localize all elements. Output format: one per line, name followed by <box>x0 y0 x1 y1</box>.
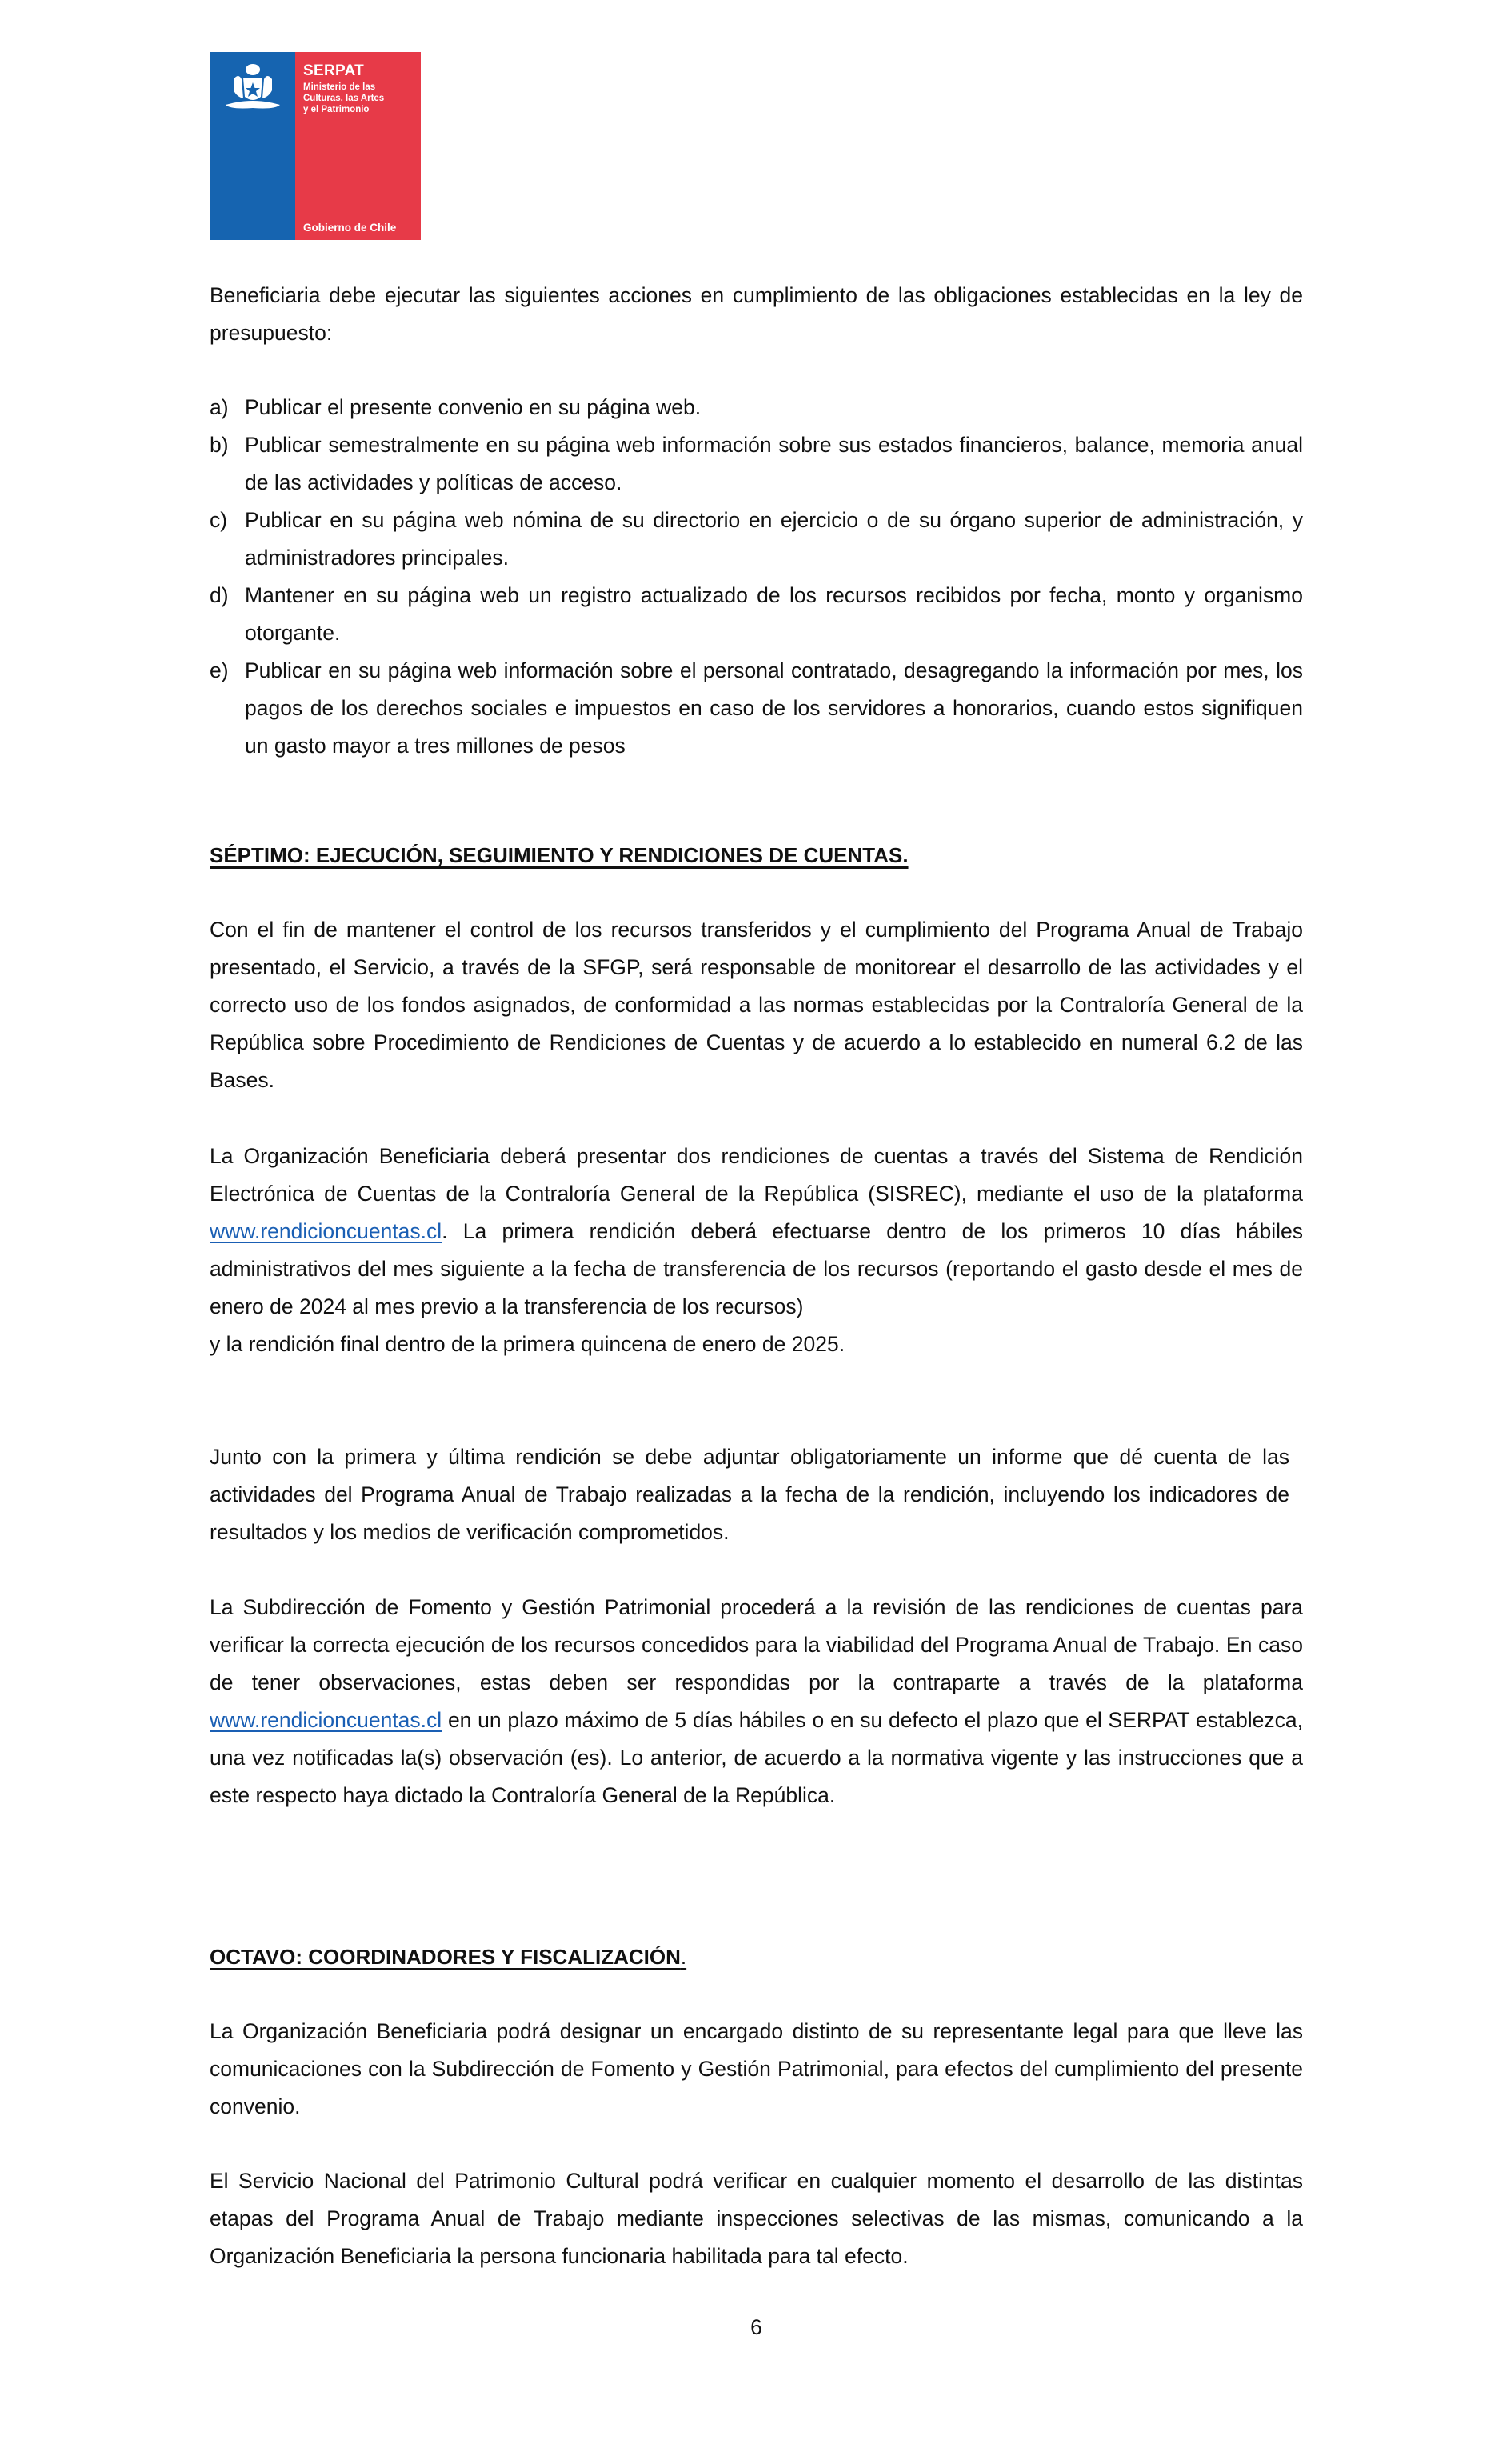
paragraph-text-part: . La primera rendición deberá efectuarse dentro de los primeros 10 días hábiles administrativos del mes siguiente a la fecha de transferencia de los recursos (reportando el gasto desde el mes de enero de 2024 al mes previo a la transferencia de los recursos) <box>210 1219 1303 1318</box>
chile-coat-of-arms-icon <box>219 62 286 118</box>
list-item <box>210 389 1303 426</box>
list-item-text: Publicar el presente convenio en su página web. <box>245 395 702 419</box>
paragraph-text-part: La Subdirección de Fomento y Gestión Patrimonial procederá a la revisión de las rendiciones de cuentas para verificar la correcta ejecución de los recursos concedidos para la viabilidad del Programa Anual de Trabajo. En caso de tener observaciones, estas deben ser respondidas por la contraparte a través de la plataforma <box>210 1595 1303 1694</box>
paragraph-text: La Organización Beneficiaria podrá designar un encargado distinto de su representante legal para que lleve las comunicaciones con la Subdirección de Fomento y Gestión Patrimonial, para efectos del cumplimiento del presente convenio. <box>210 2019 1303 2118</box>
logo-ministry-line: Culturas, las Artes <box>303 94 385 103</box>
septimo-paragraph-1 <box>210 911 1303 1099</box>
intro-paragraph <box>210 277 1303 352</box>
paragraph-text-part: La Organización Beneficiaria deberá presentar dos rendiciones de cuentas a través del Sistema de Rendición Electrónica de Cuentas de la Contraloría General de la República (SISREC), mediante el uso de la plataforma <box>210 1144 1303 1206</box>
logo-blue-panel <box>210 52 295 240</box>
paragraph-text <box>210 1589 1303 1814</box>
paragraph-last-line: y la rendición final dentro de la primera quincena de enero de 2025. <box>210 1332 845 1356</box>
logo-government: Gobierno de Chile <box>303 222 397 234</box>
list-item-text: Publicar en su página web nómina de su directorio en ejercicio o de su órgano superior de administración, y administradores principales. <box>245 508 1303 570</box>
list-item-text: Publicar en su página web información sobre el personal contratado, desagregando la información por mes, los pagos de los derechos sociales e impuestos en caso de los servidores a honorarios, cuando estos signifiquen un gasto mayor a tres millones de pesos <box>245 658 1303 758</box>
logo-ministry-line: y el Patrimonio <box>303 105 370 114</box>
serpat-logo <box>210 52 421 240</box>
page-number: 6 <box>750 2315 762 2339</box>
logo-ministry <box>303 82 384 115</box>
list-item <box>210 502 1303 577</box>
septimo-paragraph-3 <box>210 1438 1289 1551</box>
list-item-text: Publicar semestralmente en su página web información sobre sus estados financieros, balance, memoria anual de las actividades y políticas de acceso. <box>245 433 1303 494</box>
heading-text: OCTAVO: COORDINADORES Y FISCALIZACIÓN <box>210 1945 681 1969</box>
paragraph-text: El Servicio Nacional del Patrimonio Cultural podrá verificar en cualquier momento el desarrollo de las distintas etapas del Programa Anual de Trabajo mediante inspecciones selectivas de las mismas, comunicando a la Organización Beneficiaria la persona funcionaria habilitada para tal efecto. <box>210 2169 1303 2268</box>
logo-red-panel <box>295 52 421 240</box>
section-heading-septimo: SÉPTIMO: EJECUCIÓN, SEGUIMIENTO Y RENDICIONES DE CUENTAS. <box>210 843 909 867</box>
list-item <box>210 652 1303 765</box>
rendicioncuentas-link[interactable]: www.rendicioncuentas.cl <box>210 1219 442 1243</box>
list-marker: c) <box>210 508 228 532</box>
octavo-paragraph-2 <box>210 2162 1303 2275</box>
octavo-paragraph-1 <box>210 2013 1303 2126</box>
septimo-paragraph-4 <box>210 1589 1303 1814</box>
paragraph-text: Con el fin de mantener el control de los recursos transferidos y el cumplimiento del Programa Anual de Trabajo presentado, el Servicio, a través de la SFGP, será responsable de monitorear el desarrollo de las actividades y el correcto uso de los fondos asignados, de conformidad a las normas establecidas por la Contraloría General de la República sobre Procedimiento de Rendiciones de Cuentas y de acuerdo a lo establecido en numeral 6.2 de las Bases. <box>210 918 1303 1092</box>
paragraph-text: Junto con la primera y última rendición se debe adjuntar obligatoriamente un informe que dé cuenta de las actividades del Programa Anual de Trabajo realizadas a la fecha de la rendición, incluyendo los indicadores de resultados y los medios de verificación comprometidos. <box>210 1445 1289 1544</box>
list-item <box>210 577 1303 652</box>
section-heading-octavo <box>210 1938 686 1976</box>
list-marker: d) <box>210 583 229 607</box>
rendicioncuentas-link[interactable]: www.rendicioncuentas.cl <box>210 1708 442 1732</box>
paragraph-text-part: en un plazo máximo de 5 días hábiles o en su defecto el plazo que el SERPAT establezca, una vez notificadas la(s) observación (es). Lo anterior, de acuerdo a la normativa vigente y las instrucciones que a este respecto haya dictado la Contraloría General de la República. <box>210 1708 1303 1807</box>
list-item-text: Mantener en su página web un registro actualizado de los recursos recibidos por fecha, monto y organismo otorgante. <box>245 583 1303 645</box>
list-marker: b) <box>210 433 229 457</box>
intro-text: Beneficiaria debe ejecutar las siguientes acciones en cumplimiento de las obligaciones establecidas en la ley de presupuesto: <box>210 283 1303 345</box>
logo-title: SERPAT <box>303 62 365 79</box>
paragraph-text <box>210 1138 1303 1326</box>
septimo-paragraph-2 <box>210 1138 1303 1363</box>
list-item <box>210 426 1303 502</box>
heading-suffix: . <box>680 1945 687 1969</box>
list-marker: a) <box>210 395 229 419</box>
list-marker: e) <box>210 658 229 682</box>
obligations-list <box>210 389 1303 765</box>
logo-ministry-line: Ministerio de las <box>303 82 376 92</box>
